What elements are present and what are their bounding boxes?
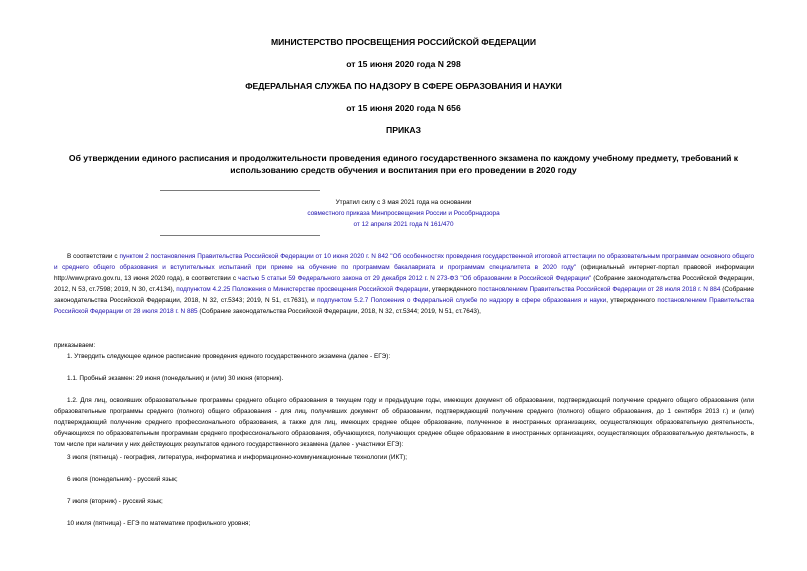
service-name: ФЕДЕРАЛЬНАЯ СЛУЖБА ПО НАДЗОРУ В СФЕРЕ ОБРАЗОВАНИЯ И НАУКИ: [245, 81, 562, 91]
schedule-day-1: 3 июля (пятница) - география, литература, информатика и информационно-коммуникационные технологии (ИКТ);: [67, 454, 408, 461]
validity-status-text: Утратил силу с 3 мая 2021 года на основании: [335, 199, 472, 206]
preamble-text: , утвержденного: [428, 286, 479, 293]
item-1-2: 1.2. Для лиц, освоивших образовательные программы среднего общего образования в текущем году и предыдущие годы, имеющих документ об образовании, подтверждающий получение среднего общего образования (или образовательные программы среднего (полного) общего образования - для лиц, получивших документ об образовании, подтверждающий получение среднего (полного) общего образования, до 1 сентября 2013 г.) и (или) подтверждающий получение среднего профессионального образования, а также для лиц, имеющих среднее общее образование, полученное в иностранных организациях, осуществляющих образовательную деятельность, обучающихся по образовательным программам среднего профессионального образования, обучающихся, получающих среднее общее образование в иностранных организациях, осуществляющих образовательную деятельность, в том числе при наличии у них действующих результатов единого государственного экзамена (далее - участники ЕГЭ):: [54, 397, 754, 448]
schedule-day-2: 6 июля (понедельник) - русский язык;: [67, 476, 178, 483]
divider-top: [160, 190, 320, 191]
preamble-text: В соответствии с: [67, 253, 120, 260]
divider-bottom: [160, 235, 320, 236]
government-decree-884-link[interactable]: постановлением Правительства Российской Федерации от 28 июля 2018 г. N 884: [478, 286, 721, 293]
government-decree-885-link[interactable]: постановлением Правительства Российской Федерации от 28 июля 2018 г. N 885: [54, 297, 755, 315]
ministry-order-date: от 15 июня 2020 года N 298: [346, 59, 461, 69]
document-title: Об утверждении единого расписания и продолжительности проведения единого государственного экзамена по каждому учебному предмету, требований к использованию средств обучения и воспитания при его проведении в 2020 году: [68, 153, 739, 175]
preamble-text: (официальный интернет-портал правовой информации http://www.pravo.gov.ru, 13 июня 2020 года), в соответствии с: [54, 264, 754, 282]
preamble-paragraph: [54, 251, 754, 317]
validity-status: [240, 197, 567, 230]
document-type: ПРИКАЗ: [386, 125, 421, 135]
order-word: приказываем:: [54, 342, 96, 349]
item-1: 1. Утвердить следующее единое расписание проведения единого государственного экзамена (далее - ЕГЭ):: [67, 353, 391, 360]
item-1-1: 1.1. Пробный экзамен: 29 июня (понедельник) и (или) 30 июня (вторник).: [67, 375, 284, 382]
schedule-day-3: 7 июля (вторник) - русский язык;: [67, 498, 163, 505]
education-law-link[interactable]: частью 5 статьи 59 Федерального закона от 29 декабря 2012 г. N 273-ФЗ "Об образовании в Российской Федерации": [238, 275, 592, 282]
service-order-date: от 15 июня 2020 года N 656: [346, 103, 461, 113]
preamble-text: (Собрание законодательства Российской Федерации, 2012, N 53, ст.7598; 2019, N 30, ст.4134),: [54, 275, 754, 293]
repeal-order-date-link[interactable]: от 12 апреля 2021 года N 161/470: [353, 221, 454, 228]
preamble-text: (Собрание законодательства Российской Федерации, 2018, N 32, ст.5344; 2019, N 51, ст.7643),: [197, 308, 481, 315]
preamble-text: (Собрание законодательства Российской Федерации, 2018, N 32, ст.5343; 2019, N 51, ст.7631), и: [54, 286, 754, 304]
repeal-order-link[interactable]: совместного приказа Минпросвещения России и Рособрнадзора: [307, 210, 500, 217]
government-decree-842-link[interactable]: пунктом 2 постановления Правительства Российской Федерации от 10 июня 2020 г. N 842 "Об особенностях проведения государственной итоговой аттестации по образовательным программам основного общего и среднего общего образования и вступительных испытаний при приеме на обучение по программам бакалавриата и программам специалитета в 2020 году": [54, 253, 754, 271]
ministry-name: МИНИСТЕРСТВО ПРОСВЕЩЕНИЯ РОССИЙСКОЙ ФЕДЕРАЦИИ: [270, 37, 537, 47]
preamble-text: , утвержденного: [606, 297, 658, 304]
ministry-regulation-link[interactable]: подпунктом 4.2.25 Положения о Министерстве просвещения Российской Федерации: [176, 286, 429, 293]
schedule-day-4: 10 июля (пятница) - ЕГЭ по математике профильного уровня;: [67, 520, 251, 527]
service-regulation-link[interactable]: подпунктом 5.2.7 Положения о Федеральной службе по надзору в сфере образования и науки: [317, 297, 607, 304]
